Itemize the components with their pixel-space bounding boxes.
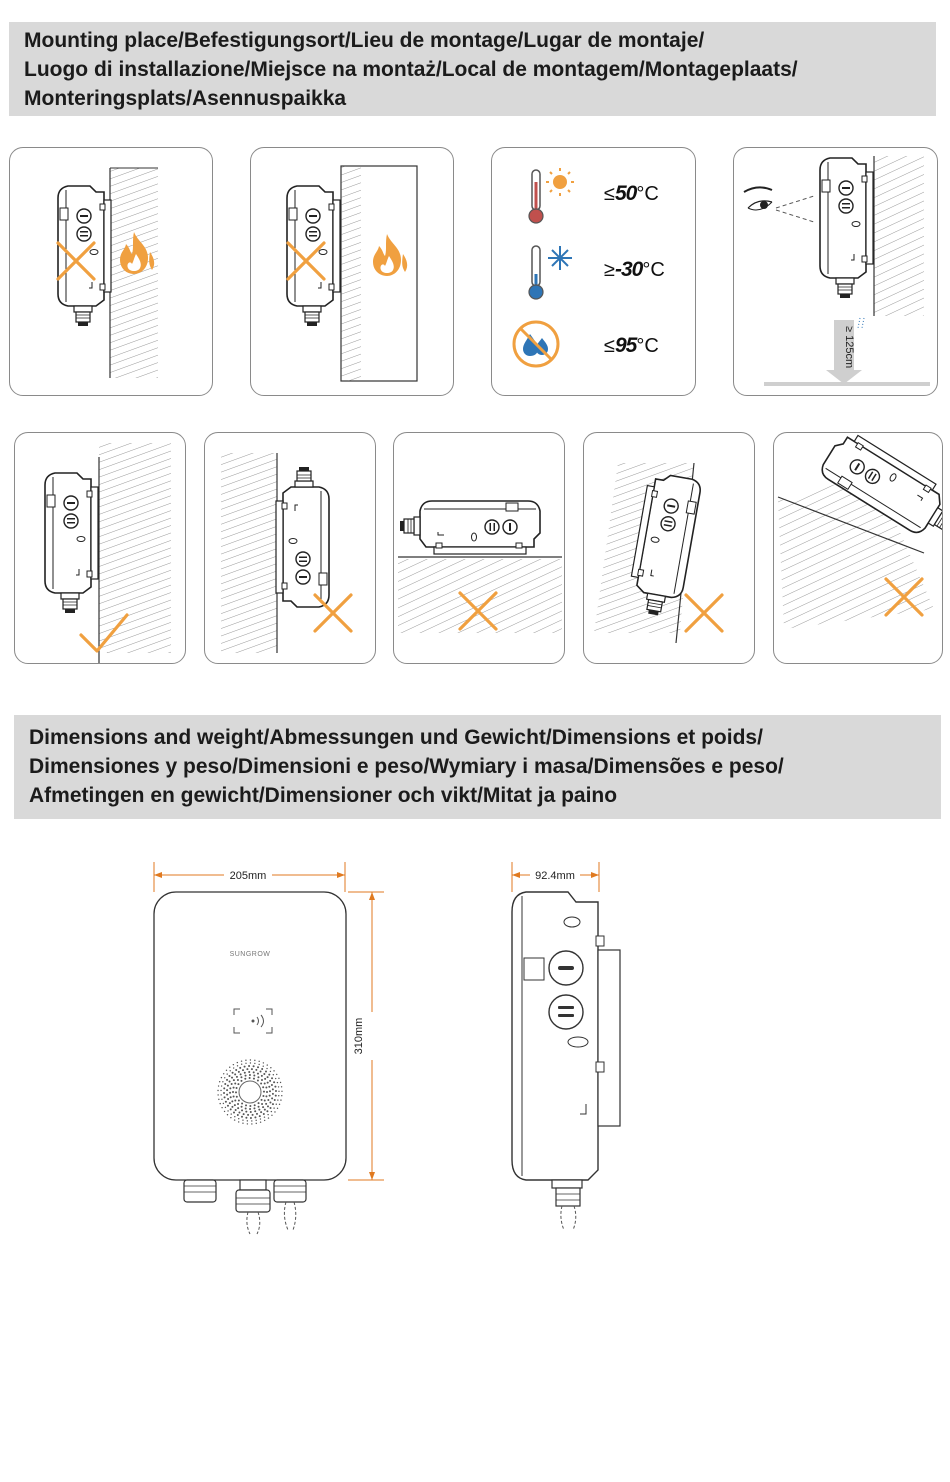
cross-mark [686,595,722,631]
panel-temperature-limits [491,147,696,396]
panel-no-flammable-surface [250,147,454,396]
panel-orientation-horizontal [393,432,565,664]
panel-orientation-tilted-forward [773,432,943,664]
side-view [512,862,620,1230]
no-humidity-icon [514,322,558,366]
heading-line: Afmetingen en gewicht/Dimensioner och vikt/Mitat ja paino [29,784,618,807]
brand-logo: SUNGROW [229,951,271,958]
dimensions-heading-banner [14,715,941,819]
heading-line: Monteringsplats/Asennuspaikka [24,87,347,110]
panel-mounting-height [733,147,938,396]
heading-line: Dimensiones y peso/Dimensioni e peso/Wymiary i masa/Dimensões e peso/ [29,755,784,778]
panel-orientation-vertical-ok [14,432,186,664]
depth-label: 92.4mm [535,870,575,882]
mounting-heading-banner [9,22,936,116]
humidity-max: ≤95°C [604,334,659,357]
dimension-drawings [0,840,950,1260]
heading-line: Mounting place/Befestigungsort/Lieu de montage/Lugar de montaje/ [24,29,705,52]
heading-line: Dimensions and weight/Abmessungen und Gewicht/Dimensions et poids/ [29,726,763,749]
height-label: ≥ 125cm [843,326,855,369]
cross-mark [315,595,351,631]
panel-orientation-tilted-back [583,432,755,664]
eye-icon [744,187,772,210]
width-label: 205mm [229,870,267,882]
heading-line: Luogo di installazione/Miejsce na montaż/Local de montagem/Montageplaats/ [24,58,798,81]
temp-max-ambient: ≤50°C [604,182,659,205]
temp-min-ambient: ≥-30°C [604,258,665,281]
thermometer-sun-icon [529,168,574,223]
panel-orientation-upside-down [204,432,376,664]
thermometer-snowflake-icon [529,246,572,299]
height-label: 310mm [353,1017,365,1055]
front-view [154,862,384,1234]
panel-no-flammable-wall [9,147,213,396]
